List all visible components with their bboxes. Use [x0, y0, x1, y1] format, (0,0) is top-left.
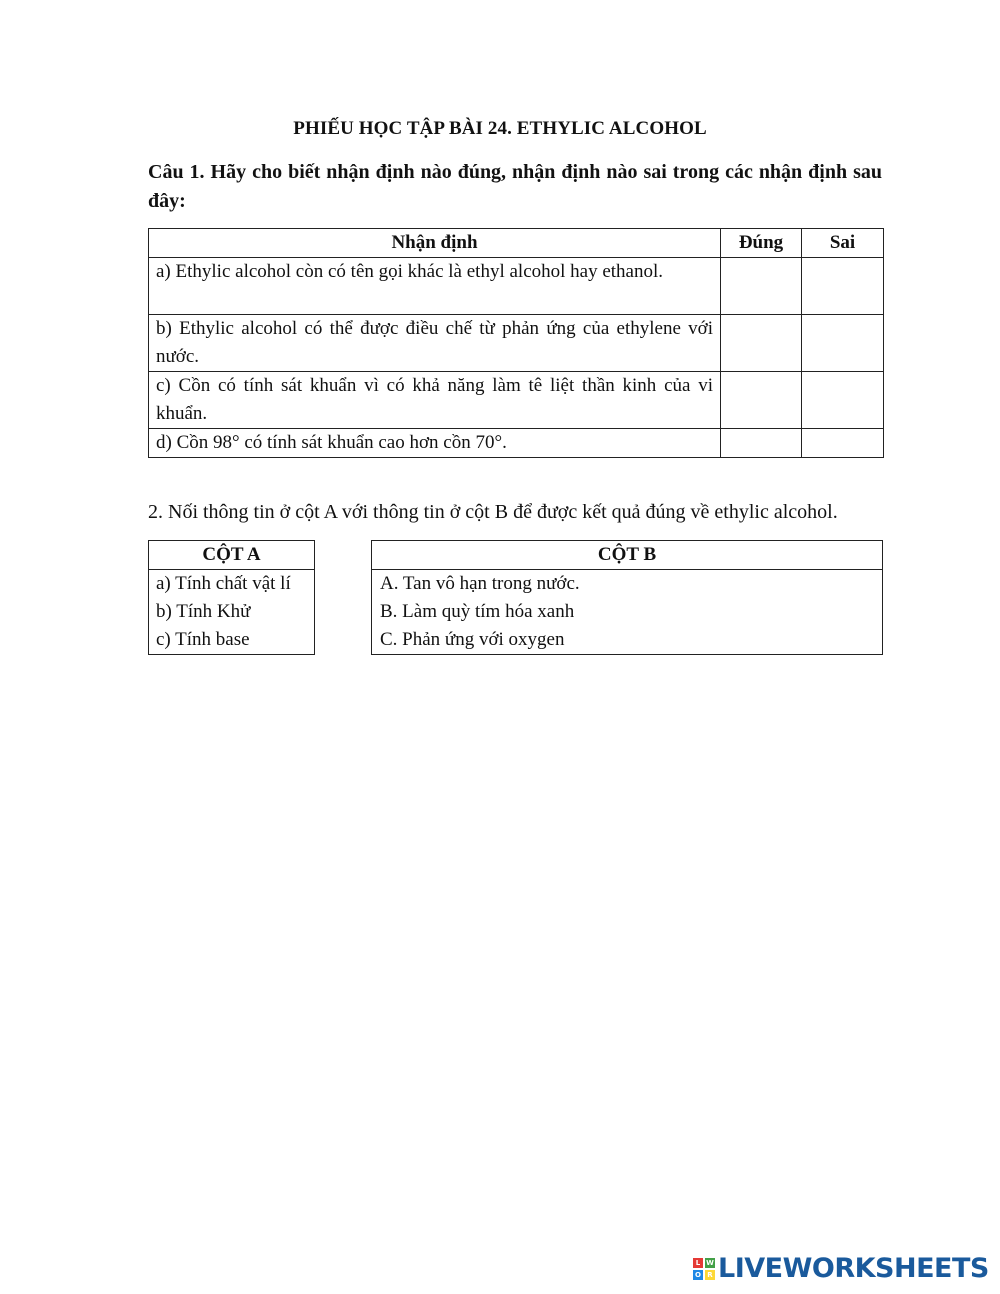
column-a-item[interactable]: b) Tính Khử — [156, 601, 251, 622]
column-a-header: CỘT A — [149, 541, 315, 570]
true-answer-box[interactable] — [721, 258, 802, 315]
column-a-item[interactable]: a) Tính chất vật lí — [156, 573, 291, 594]
liveworksheets-logo — [693, 1254, 989, 1284]
logo-mark-icon — [693, 1258, 715, 1280]
logo-tile: R — [705, 1270, 715, 1280]
logo-tile: W — [706, 1259, 714, 1267]
column-b-cell — [372, 570, 883, 655]
column-b-item[interactable]: A. Tan vô hạn trong nước. — [380, 573, 580, 594]
statements-table — [148, 228, 884, 458]
statement-row-a — [149, 258, 884, 315]
false-column-header: Sai — [802, 229, 884, 258]
column-b-item[interactable]: C. Phản ứng với oxygen — [380, 629, 565, 650]
statement-text: a) Ethylic alcohol còn có tên gọi khác là ethyl alcohol hay ethanol. — [149, 258, 721, 315]
question-2-prompt: 2. Nối thông tin ở cột A với thông tin ở cột B để được kết quả đúng về ethylic alcohol. — [148, 501, 838, 523]
logo-tile: O — [693, 1270, 703, 1280]
statement-text: c) Cồn có tính sát khuẩn vì có khả năng làm tê liệt thần kinh của vi khuẩn. — [149, 372, 721, 429]
logo-text: LIVEWORKSHEETS — [718, 1253, 989, 1284]
false-answer-box[interactable] — [802, 372, 884, 429]
true-answer-box[interactable] — [721, 315, 802, 372]
worksheet-title: PHIẾU HỌC TẬP BÀI 24. ETHYLIC ALCOHOL — [293, 118, 707, 139]
true-column-header: Đúng — [721, 229, 802, 258]
column-a-cell — [149, 570, 315, 655]
true-answer-box[interactable] — [721, 372, 802, 429]
statement-row-d — [149, 429, 884, 458]
statement-text: d) Cồn 98° có tính sát khuẩn cao hơn cồn 70°. — [149, 429, 721, 458]
column-a-table — [148, 540, 315, 655]
column-a-item[interactable]: c) Tính base — [156, 629, 250, 650]
column-b-header: CỘT B — [372, 541, 883, 570]
statements-header-row — [149, 229, 884, 258]
question-1-prompt: Câu 1. Hãy cho biết nhận định nào đúng, nhận định nào sai trong các nhận định sau đây: — [148, 161, 882, 212]
false-answer-box[interactable] — [802, 315, 884, 372]
column-b-item[interactable]: B. Làm quỳ tím hóa xanh — [380, 601, 575, 622]
statement-text: b) Ethylic alcohol có thể được điều chế từ phản ứng của ethylene với nước. — [149, 315, 721, 372]
false-answer-box[interactable] — [802, 258, 884, 315]
statement-row-b — [149, 315, 884, 372]
column-b-table — [371, 540, 883, 655]
statement-column-header: Nhận định — [149, 229, 721, 258]
false-answer-box[interactable] — [802, 429, 884, 458]
logo-tile: L — [693, 1258, 703, 1268]
true-answer-box[interactable] — [721, 429, 802, 458]
statement-row-c — [149, 372, 884, 429]
